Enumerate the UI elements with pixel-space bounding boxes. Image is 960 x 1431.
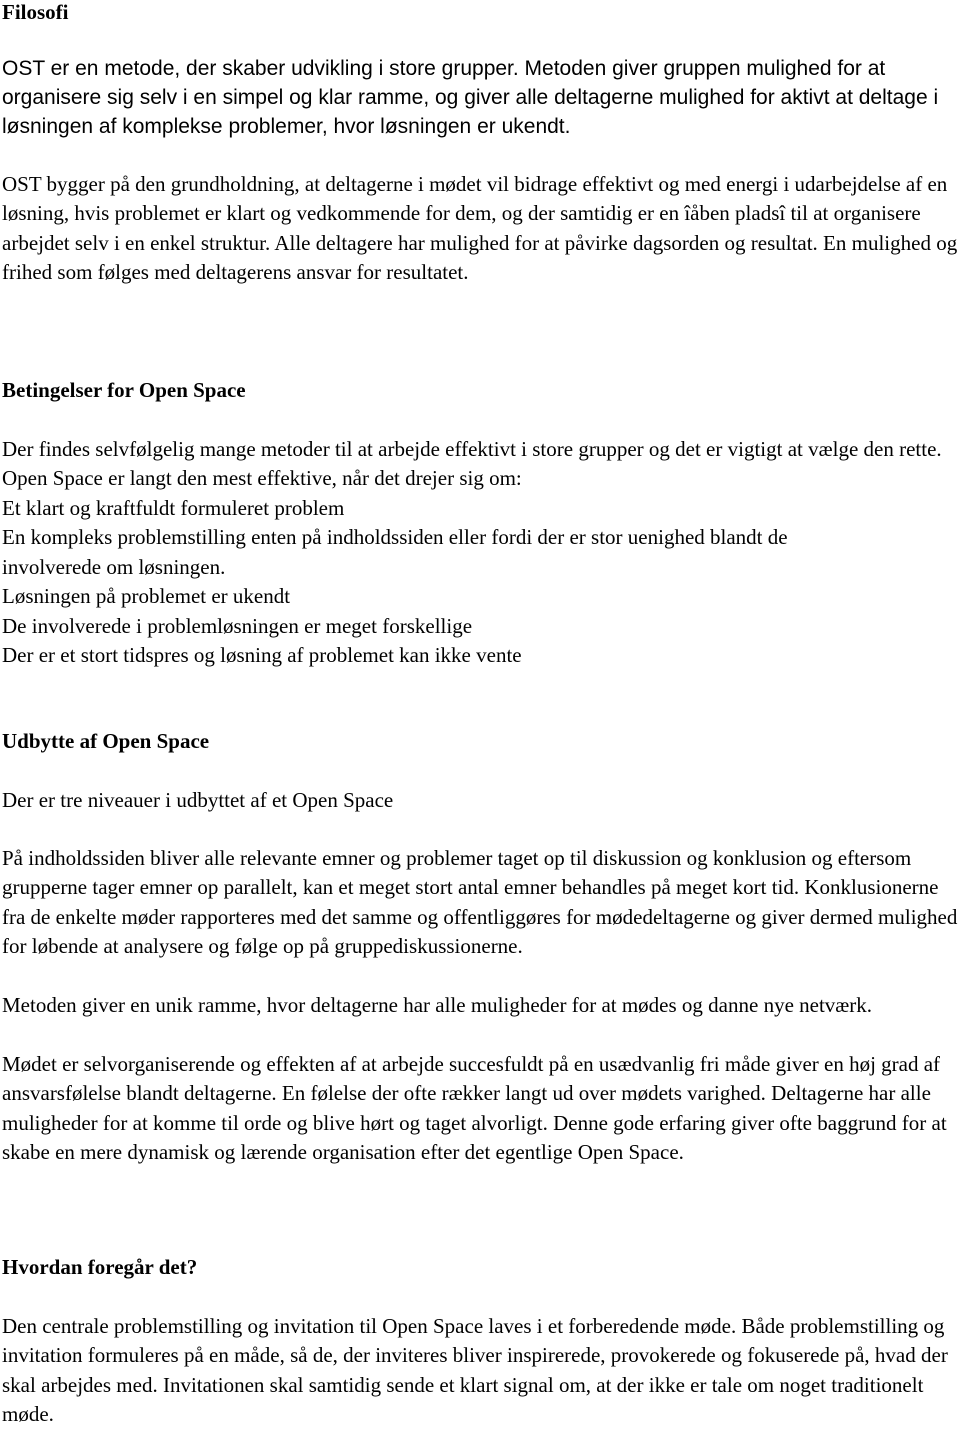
section-heading-filosofi: Filosofi bbox=[2, 0, 69, 24]
paragraph-ost-intro: OST er en metode, der skaber udvikling i store grupper. Metoden giver gruppen mulighed for at organisere sig selv i en simpel og klar ramme, og giver alle deltagerne mulighed for aktivt at deltage i løsningen af komplekse problemer, hvor løsningen er ukendt. bbox=[2, 57, 939, 138]
paragraph-udbytte-netvaerk: Metoden giver en unik ramme, hvor deltagerne har alle muligheder for at mødes og danne nye netværk. bbox=[2, 993, 873, 1017]
list-item: De involverede i problemløsningen er meget forskellige bbox=[2, 613, 473, 638]
list-item: En kompleks problemstilling enten på indholdssiden eller fordi der er stor uenighed blandt de bbox=[2, 525, 788, 550]
list-item: Løsningen på problemet er ukendt bbox=[2, 584, 291, 609]
paragraph-hvordan: Den centrale problemstilling og invitation til Open Space laves i et forberedende møde. Både problemstilling og invitation formuleres på en måde, så de, der inviteres bliver inspirerede, provokerede og fokuserede på, hvad der skal arbejdes med. Invitationen skal samtidig sende et klart signal om, at der ikke er tale om noget traditionelt møde. bbox=[2, 1314, 948, 1427]
paragraph-udbytte-indhold: På indholdssiden bliver alle relevante emner og problemer taget op til diskussion og konklusion og eftersom grupperne tager emner op parallelt, kan et meget stort antal emner behandles på meget kort tid. Konklusionerne fra de enkelte møder rapporteres med det samme og offentliggøres for mødedeltagerne og giver dermed mulighed for løbende at analysere og følge op på gruppediskussionerne. bbox=[2, 846, 958, 959]
paragraph-udbytte-intro: Der er tre niveauer i udbyttet af et Open Space bbox=[2, 788, 394, 812]
conditions-list bbox=[2, 494, 788, 670]
paragraph-betingelser-intro: Der findes selvfølgelig mange metoder til at arbejde effektivt i store grupper og det er vigtigt at vælge den rette. Open Space er langt den mest effektive, når det drejer sig om: bbox=[2, 437, 942, 491]
section-heading-hvordan: Hvordan foregår det? bbox=[2, 1255, 198, 1279]
section-heading-betingelser: Betingelser for Open Space bbox=[2, 378, 246, 402]
paragraph-udbytte-selvorganiserende: Mødet er selvorganiserende og effekten af at arbejde succesfuldt på en usædvanlig fri måde giver en høj grad af ansvarsfølelse blandt deltagerne. En følelse der ofte rækker langt ud over mødets varighed. Deltagerne har alle muligheder for at komme til orde og blive hørt og taget alvorligt. Denne gode erfaring giver ofte baggrund for at skabe en mere dynamisk og lærende organisation efter det egentlige Open Space. bbox=[2, 1052, 947, 1165]
list-item: Et klart og kraftfuldt formuleret problem bbox=[2, 496, 345, 520]
section-heading-udbytte: Udbytte af Open Space bbox=[2, 729, 210, 753]
list-item: Der er et stort tidspres og løsning af problemet kan ikke vente bbox=[2, 643, 522, 668]
list-item: involverede om løsningen. bbox=[2, 554, 226, 579]
paragraph-ost-grundholdning: OST bygger på den grundholdning, at deltagerne i mødet vil bidrage effektivt og med energi i udarbejdelse af en løsning, hvis problemet er klart og vedkommende for dem, og der samtidig er en îåben pladsî til at organisere arbejdet selv i en enkel struktur. Alle deltagere har mulighed for at påvirke dagsorden og resultat. En mulighed og frihed som følges med deltagerens ansvar for resultatet. bbox=[2, 172, 958, 285]
